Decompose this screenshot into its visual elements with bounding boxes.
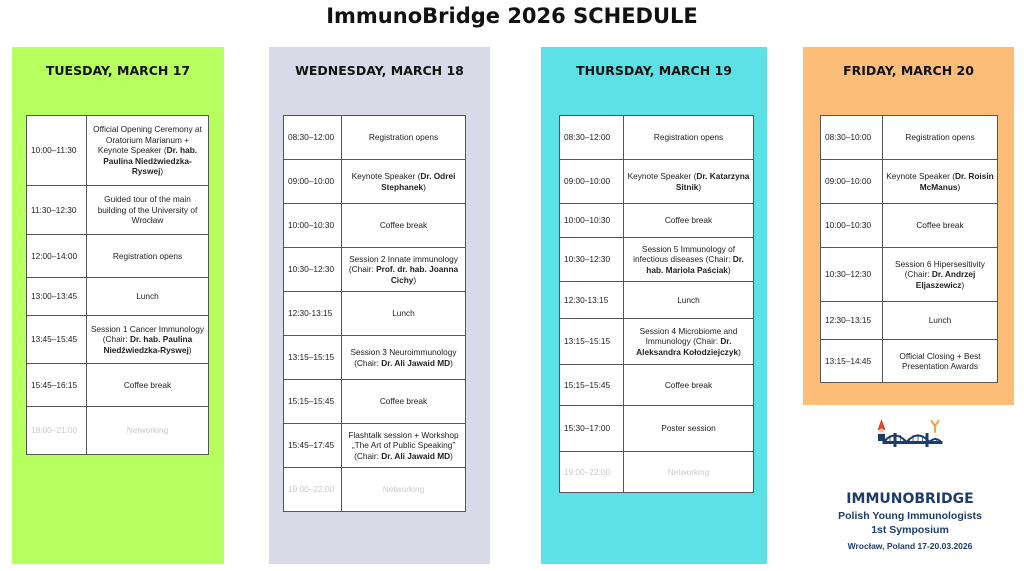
- time-cell: 10:00–10:30: [560, 204, 624, 238]
- time-cell: 18:00–21:00: [27, 407, 87, 455]
- event-text: Keynote Speaker (: [351, 171, 421, 181]
- event-text: Official Closing + Best Presentation Awards: [899, 350, 981, 371]
- schedule-row: [821, 302, 998, 340]
- schedule-row: [560, 452, 754, 493]
- time-cell: 10:00–10:30: [821, 204, 883, 248]
- event-cell: [87, 116, 209, 186]
- schedule-row: [27, 278, 209, 316]
- event-text: Official Opening Ceremony at Oratorium Marianum + Keynote Speaker (: [93, 124, 202, 156]
- schedule-row: [821, 248, 998, 302]
- event-cell: [624, 282, 754, 319]
- event-text-suffix: ): [450, 450, 453, 461]
- event-cell: [624, 238, 754, 282]
- time-cell: 19:00–22:00: [284, 468, 342, 512]
- schedule-row: [27, 407, 209, 455]
- event-text-suffix: ): [188, 344, 192, 355]
- event-text: Coffee break: [664, 215, 713, 226]
- event-text-suffix: ): [423, 181, 426, 192]
- time-cell: 09:00–10:00: [560, 160, 624, 204]
- speaker-name: Dr. hab. Mariola Paściak: [646, 254, 744, 275]
- speaker-name: Dr. Katarzyna Sitnik: [675, 171, 750, 192]
- time-cell: 13:15–15:15: [560, 319, 624, 365]
- time-cell: 15:15–15:45: [560, 365, 624, 406]
- event-text: Coffee break: [379, 396, 428, 407]
- time-cell: 12:00–14:00: [27, 235, 87, 278]
- event-text: Networking: [126, 425, 169, 436]
- schedule-row: [560, 116, 754, 160]
- event-text: Session 3 Neuroimmunology (Chair:: [350, 347, 457, 368]
- event-text-suffix: ): [738, 346, 741, 357]
- schedule-row: [560, 160, 754, 204]
- speaker-name: Dr. hab. Paulina Niedźwiedzka-Ryswej: [103, 145, 198, 177]
- speaker-name: Prof. dr. hab. Joanna Cichy: [376, 264, 459, 285]
- event-text-suffix: ): [450, 357, 453, 368]
- event-cell: [342, 116, 466, 160]
- time-cell: 10:30–12:30: [284, 248, 342, 292]
- event-text: Registration opens: [905, 132, 975, 143]
- time-cell: 08:30–10:00: [821, 116, 883, 160]
- time-cell: 15:45–17:45: [284, 424, 342, 468]
- event-text: Keynote Speaker (: [627, 171, 697, 181]
- event-text: Keynote Speaker (: [886, 171, 955, 181]
- schedule-row: [284, 468, 466, 512]
- schedule-row: [284, 380, 466, 424]
- event-cell: [87, 235, 209, 278]
- event-text: Flashtalk session + Workshop „The Art of Public Speaking” (Chair:: [348, 429, 459, 461]
- event-text: Networking: [382, 484, 425, 495]
- day-column-friday: [803, 47, 1014, 405]
- speaker-name: Dr. hab. Paulina Niedźwiedzka-Ryswej: [103, 334, 193, 355]
- event-text: Session 4 Microbiome and Immunology (Chair:: [639, 325, 738, 347]
- event-cell: [883, 204, 998, 248]
- event-text: Poster session: [661, 423, 716, 434]
- schedule-row: [284, 292, 466, 336]
- schedule-row: [284, 204, 466, 248]
- time-cell: 13:15–14:45: [821, 340, 883, 383]
- event-cell: [342, 468, 466, 512]
- event-text: Lunch: [677, 294, 700, 305]
- event-cell: [883, 160, 998, 204]
- event-cell: [624, 406, 754, 452]
- event-text-suffix: ): [957, 181, 961, 192]
- day-column-thursday: [541, 47, 767, 564]
- time-cell: 13:00–13:45: [27, 278, 87, 316]
- schedule-row: [27, 235, 209, 278]
- schedule-row: [560, 319, 754, 365]
- day-column-tuesday: [12, 47, 224, 564]
- schedule-table: [283, 115, 466, 512]
- schedule-row: [284, 336, 466, 380]
- time-cell: 15:45–16:15: [27, 364, 87, 407]
- time-cell: 12:30-13:15: [560, 282, 624, 319]
- day-header: FRIDAY, MARCH 20: [843, 63, 974, 78]
- logo-name: IMMUNOBRIDGE: [846, 491, 974, 507]
- event-cell: [624, 160, 754, 204]
- time-cell: 15:15–15:45: [284, 380, 342, 424]
- event-cell: [624, 365, 754, 406]
- speaker-name: Dr. Roisin McManus: [919, 171, 994, 192]
- day-header: TUESDAY, MARCH 17: [45, 63, 191, 78]
- event-text-suffix: ): [413, 274, 417, 285]
- schedule-table: [820, 115, 998, 383]
- event-text: Lunch: [392, 308, 415, 319]
- event-text: Session 2 Innate immunology (Chair:: [348, 253, 458, 275]
- event-text: Coffee break: [916, 220, 964, 231]
- event-cell: [342, 204, 466, 248]
- speaker-name: Dr. Aleksandra Kołodziejczyk: [636, 336, 739, 357]
- page-title: ImmunoBridge 2026 SCHEDULE: [326, 4, 698, 28]
- event-text: Session 1 Cancer Immunology (Chair:: [91, 323, 204, 345]
- event-text: Coffee break: [123, 379, 172, 390]
- event-text: Networking: [667, 466, 710, 477]
- event-cell: [87, 278, 209, 316]
- logo-subtitle: Polish Young Immunologists: [838, 510, 982, 522]
- schedule-row: [27, 364, 209, 407]
- event-text: Registration opens: [653, 132, 724, 143]
- event-cell: [624, 319, 754, 365]
- event-cell: [883, 340, 998, 383]
- time-cell: 11:30–12:30: [27, 186, 87, 235]
- day-column-wednesday: [269, 47, 490, 564]
- event-cell: [87, 407, 209, 455]
- schedule-row: [284, 248, 466, 292]
- schedule-row: [821, 116, 998, 160]
- schedule-row: [284, 160, 466, 204]
- schedule-row: [27, 116, 209, 186]
- event-text: Coffee break: [664, 379, 713, 390]
- event-cell: [342, 292, 466, 336]
- logo-location-dates: Wrocław, Poland 17-20.03.2026: [847, 541, 973, 551]
- event-text: Session 5 Immunology of infectious diseases (Chair:: [633, 243, 736, 265]
- event-cell: [342, 248, 466, 292]
- time-cell: 10:00–11:30: [27, 116, 87, 186]
- schedule-row: [821, 340, 998, 383]
- time-cell: 13:15–15:15: [284, 336, 342, 380]
- schedule-table: [26, 115, 209, 455]
- time-cell: 19:00–22:00: [560, 452, 624, 493]
- speaker-name: Dr. Ali Jawaid MD: [381, 450, 451, 461]
- time-cell: 10:30–12:30: [821, 248, 883, 302]
- speaker-name: Dr. Odrei Stephanek: [381, 171, 456, 192]
- event-cell: [883, 248, 998, 302]
- event-cell: [87, 316, 209, 364]
- day-header: THURSDAY, MARCH 19: [576, 63, 732, 78]
- event-text-suffix: ): [961, 279, 965, 290]
- event-text: Guided tour of the main building of the University of Wrocław: [97, 194, 198, 226]
- schedule-row: [284, 116, 466, 160]
- time-cell: 12:30–13:15: [821, 302, 883, 340]
- schedule-row: [821, 160, 998, 204]
- speaker-name: Dr. Andrzej Eljaszewicz: [915, 269, 976, 290]
- event-text: Coffee break: [379, 220, 428, 231]
- event-cell: [87, 186, 209, 235]
- event-cell: [342, 424, 466, 468]
- event-text: Session 6 Hipersesitivity (Chair:: [895, 258, 985, 280]
- event-text-suffix: ): [698, 181, 702, 192]
- event-cell: [883, 302, 998, 340]
- schedule-table: [559, 115, 754, 493]
- schedule-row: [284, 424, 466, 468]
- event-cell: [342, 160, 466, 204]
- schedule-row: [560, 406, 754, 452]
- schedule-row: [560, 204, 754, 238]
- logo-edition: 1st Symposium: [871, 524, 949, 536]
- event-text-suffix: ): [160, 166, 164, 177]
- time-cell: 08:30–12:00: [560, 116, 624, 160]
- event-cell: [624, 452, 754, 493]
- event-text-suffix: ): [727, 264, 731, 275]
- day-header: WEDNESDAY, MARCH 18: [295, 63, 464, 78]
- immunobridge-logo: [836, 418, 986, 493]
- event-cell: [883, 116, 998, 160]
- event-cell: [624, 116, 754, 160]
- event-text: Registration opens: [368, 132, 439, 143]
- time-cell: 09:00–10:00: [821, 160, 883, 204]
- time-cell: 12:30-13:15: [284, 292, 342, 336]
- time-cell: 10:00–10:30: [284, 204, 342, 248]
- schedule-row: [27, 186, 209, 235]
- schedule-row: [27, 316, 209, 364]
- event-text: Lunch: [136, 291, 159, 302]
- event-text: Lunch: [928, 315, 952, 326]
- event-cell: [342, 380, 466, 424]
- time-cell: 09:00–10:00: [284, 160, 342, 204]
- schedule-row: [560, 238, 754, 282]
- schedule-row: [821, 204, 998, 248]
- event-cell: [342, 336, 466, 380]
- event-text: Registration opens: [112, 250, 183, 261]
- time-cell: 15:30–17:00: [560, 406, 624, 452]
- schedule-row: [560, 282, 754, 319]
- time-cell: 10:30–12:30: [560, 238, 624, 282]
- time-cell: 08:30–12:00: [284, 116, 342, 160]
- event-cell: [624, 204, 754, 238]
- speaker-name: Dr. Ali Jawaid MD: [381, 357, 451, 368]
- schedule-row: [560, 365, 754, 406]
- time-cell: 13:45–15:45: [27, 316, 87, 364]
- event-cell: [87, 364, 209, 407]
